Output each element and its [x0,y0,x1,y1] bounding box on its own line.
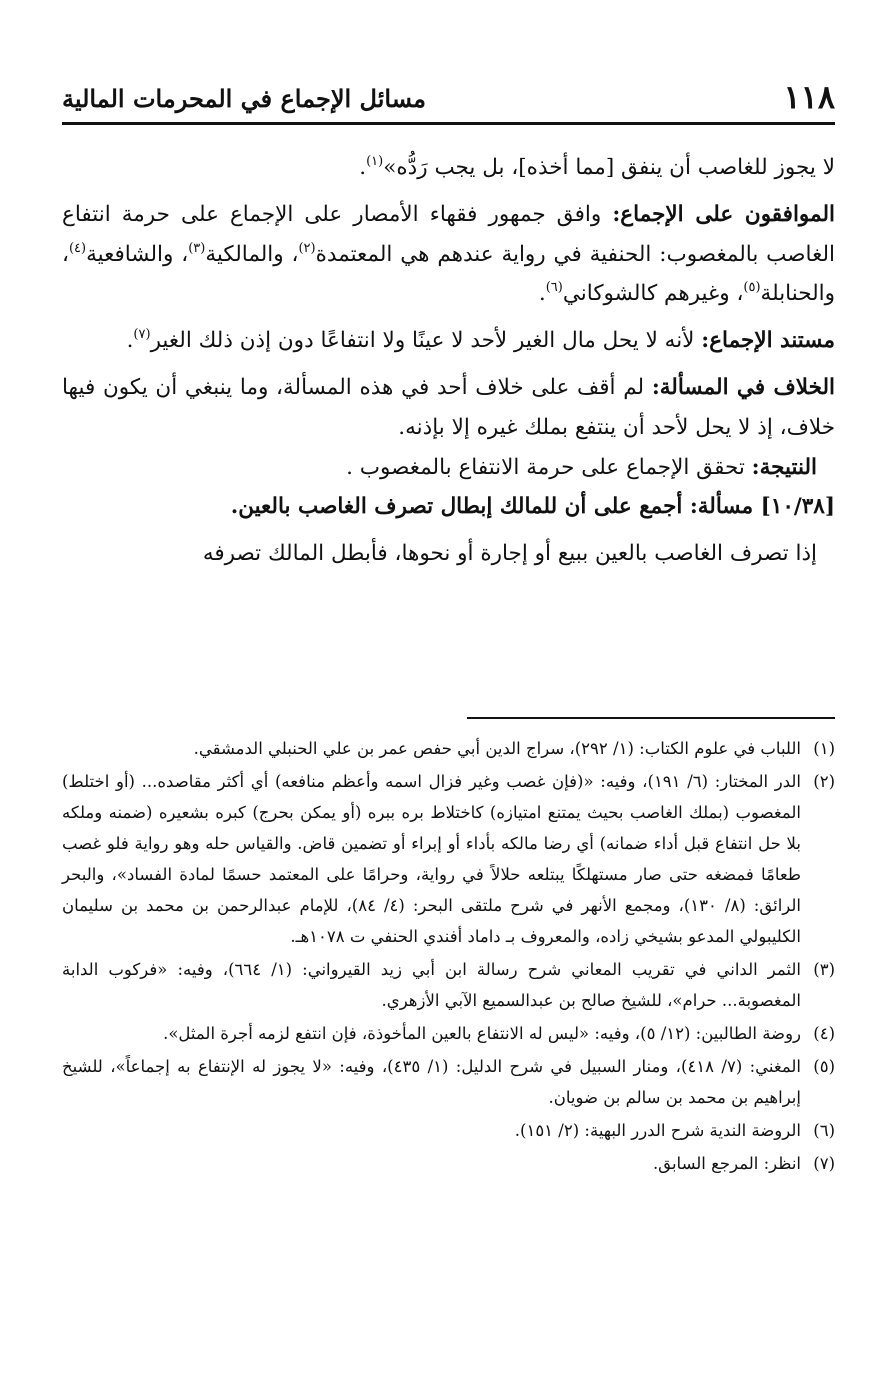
footnote-ref[interactable]: (٦) [545,280,563,296]
issue-heading: [١٠/٣٨] مسألة: أجمع على أن للمالك إبطال تصرف الغاصب بالعين. [230,494,835,520]
footnote: (٤) روضة الطالبين: (١٢/ ٥)، وفيه: «ليس له الانتفاع بالعين المأخوذة، فإن انتفع لزمه أجرة المثل». [62,1018,835,1049]
paragraph-result: النتيجة: تحقق الإجماع على حرمة الانتفاع بالمغصوب . [346,454,817,480]
paragraph-issue-text: إذا تصرف الغاصب بالعين ببيع أو إجارة أو نحوها، فأبطل المالك تصرفه [202,541,817,567]
page-header [62,76,835,122]
footnote-number: (٦) [813,1121,835,1140]
running-title: مسائل الإجماع في المحرمات المالية [62,84,426,113]
paragraph-agreeing-scholars: الموافقون على الإجماع: وافق جمهور فقهاء الأمصار على الإجماع على حرمة انتفاع الغاصب بالمغصوب: الحنفية في رواية عندهم هي المعتمدة$^{(٢)}$، والمالكية$^{(٣)}$، والشافعية$^{(٤)}$، والحنابلة$^{(٥)}$، وغيرهم كالشوكاني$^{(٦)}$. [62,201,835,307]
footnote: (٣) الثمر الداني في تقريب المعاني شرح رسالة ابن أبي زيد القيرواني: (١/ ٦٦٤)، وفيه: «فركوب الدابة المغصوبة... حرام»، للشيخ صالح بن عبدالسميع الآبي الأزهري. [62,954,835,1016]
footnote-number: (٥) [813,1057,835,1076]
footnote-ref[interactable]: (١) [366,154,384,169]
footnotes [62,733,835,1181]
header-rule [62,122,835,125]
paragraph-heading: الخلاف في المسألة: [651,374,836,400]
main-text [62,148,835,574]
footnote-ref[interactable]: (٧) [133,327,151,343]
footnote: (٢) الدر المختار: (٦/ ١٩١)، وفيه: «(فإن غصب وغير فزال اسمه وأعظم منافعه) أي أكثر مقاصده... (أو اختلط) المغصوب (بملك الغاصب بحيث يمتنع امتيازه) كاختلاط بره ببره (أو يمكن بحرج) كبره بشعيره (ضمنه وملكه بلا حل انتفاع قبل أداء ضمانه) أي رضا مالكه بأداء أو إبراء أو تضمين قاض. والقياس حله وهو رواية فلو غصب طعامًا فمضغه حتى صار مستهلكًا يبتلعه حلالاً في رواية، وحرامًا على المعتمد حسمًا لمادة الفساد»، والبحر الرائق: (٨/ ١٣٠)، ومجمع الأنهر في شرح ملتقى البحر: (٤/ ٨٤)، للإمام عبدالرحمن بن محمد بن سليمان الكليبولي المدعو بشيخي زاده، والمعروف بـ داماد أفندي الحنفي ت ١٠٧٨هـ. [62,766,835,952]
footnote: (٧) انظر: المرجع السابق. [62,1148,835,1179]
paragraph-disagreement: الخلاف في المسألة: لم أقف على خلاف أحد في هذه المسألة، وما ينبغي أن يكون فيها خلاف، إذ لا يحل لأحد أن ينتفع بملك غيره إلا بإذنه. [62,374,836,440]
footnote-separator [467,717,835,719]
footnote-number: (٢) [813,772,835,791]
footnote-number: (٣) [813,960,835,979]
footnote: (٦) الروضة الندية شرح الدرر البهية: (٢/ ١٥١). [62,1115,835,1146]
footnote-number: (٤) [813,1024,835,1043]
footnote-ref[interactable]: (٥) [743,280,761,296]
paragraph-continuation: لا يجوز للغاصب أن ينفق [مما أخذه]، بل يجب رَدُّه»$^{(١)}$. [359,154,835,180]
footnote-number: (٧) [813,1154,835,1173]
footnote-ref[interactable]: (٤) [68,240,87,256]
paragraph-heading: مستند الإجماع: [701,328,835,354]
page-number: ١١٨ [783,78,835,116]
footnote-ref[interactable]: (٢) [298,240,316,256]
paragraph-heading: الموافقون على الإجماع: [612,201,835,227]
paragraph-heading: النتيجة: [751,454,817,480]
paragraph-basis-of-consensus: مستند الإجماع: لأنه لا يحل مال الغير لأحد لا عينًا ولا انتفاعًا دون إذن ذلك الغير$^{(٧)}$. [126,327,835,354]
footnote-number: (١) [813,739,835,758]
footnote: (٥) المغني: (٧/ ٤١٨)، ومنار السبيل في شرح الدليل: (١/ ٤٣٥)، وفيه: «لا يجوز له الإنتفاع به إجماعاً»، للشيخ إبراهيم بن محمد بن سالم بن ضويان. [62,1051,835,1113]
footnote-ref[interactable]: (٣) [188,240,206,256]
footnote: (١) اللباب في علوم الكتاب: (١/ ٢٩٢)، سراج الدين أبي حفص عمر بن علي الحنبلي الدمشقي. [62,733,835,764]
